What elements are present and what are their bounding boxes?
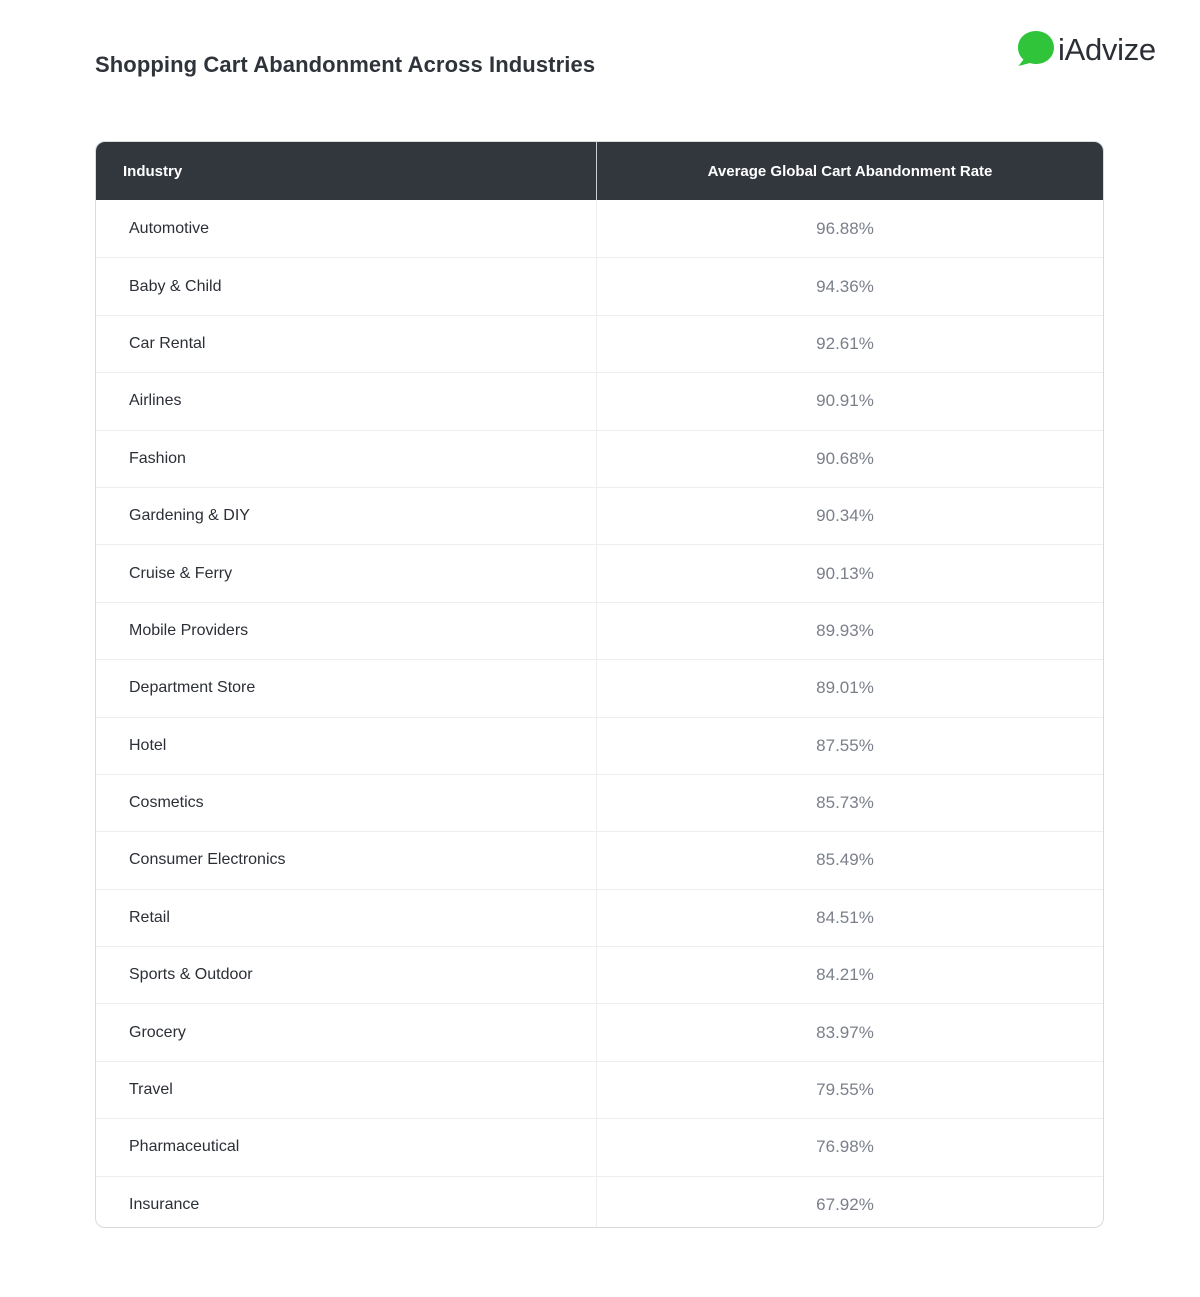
industry-cell: Cosmetics: [96, 775, 597, 831]
industry-cell: Grocery: [96, 1004, 597, 1060]
rate-cell: 90.13%: [816, 563, 874, 583]
rate-cell: 76.98%: [816, 1137, 874, 1157]
rate-cell: 94.36%: [816, 276, 874, 296]
page-title: Shopping Cart Abandonment Across Industries: [95, 52, 596, 77]
industry-cell: Retail: [96, 890, 597, 946]
rate-cell: 89.01%: [816, 678, 874, 698]
table-row: [96, 1176, 1103, 1228]
rate-cell: 67.92%: [816, 1194, 874, 1214]
table-header: [96, 142, 1103, 200]
table-row: [96, 602, 1103, 659]
industry-cell: Cruise & Ferry: [96, 545, 597, 601]
rate-cell: 96.88%: [816, 218, 874, 238]
rate-cell: 90.91%: [816, 391, 874, 411]
rate-cell: 84.21%: [816, 965, 874, 985]
rate-cell: 87.55%: [816, 735, 874, 755]
industry-cell: Travel: [96, 1062, 597, 1118]
industry-cell: Pharmaceutical: [96, 1119, 597, 1175]
rate-cell: 84.51%: [816, 907, 874, 927]
table-row: [96, 1061, 1103, 1118]
table-row: [96, 372, 1103, 429]
rate-cell: 83.97%: [816, 1022, 874, 1042]
industry-cell: Gardening & DIY: [96, 488, 597, 544]
rate-cell: 85.49%: [816, 850, 874, 870]
industry-cell: Insurance: [96, 1177, 597, 1228]
industry-cell: Car Rental: [96, 316, 597, 372]
table-row: [96, 315, 1103, 372]
rate-cell: 85.73%: [816, 793, 874, 813]
table-row: [96, 257, 1103, 314]
table-row: [96, 430, 1103, 487]
rate-cell: 79.55%: [816, 1080, 874, 1100]
rate-cell: 89.93%: [816, 620, 874, 640]
brand-logo[interactable]: [1016, 28, 1156, 72]
logo-text: iAdvize: [1058, 32, 1156, 67]
table-row: [96, 544, 1103, 601]
column-header-rate: Average Global Cart Abandonment Rate: [707, 162, 993, 180]
table-row: [96, 889, 1103, 946]
abandonment-table: [95, 141, 1104, 1228]
table-row: [96, 946, 1103, 1003]
industry-cell: Hotel: [96, 718, 597, 774]
table-row: [96, 717, 1103, 774]
table-row: [96, 831, 1103, 888]
table-row: [96, 1003, 1103, 1060]
industry-cell: Airlines: [96, 373, 597, 429]
table-row: [96, 487, 1103, 544]
rate-cell: 90.68%: [816, 448, 874, 468]
rate-cell: 90.34%: [816, 506, 874, 526]
table-row: [96, 774, 1103, 831]
industry-cell: Sports & Outdoor: [96, 947, 597, 1003]
table-body: [96, 200, 1103, 1228]
table-row: [96, 200, 1103, 257]
table-row: [96, 659, 1103, 716]
speech-bubble-icon: [1016, 28, 1056, 72]
table-row: [96, 1118, 1103, 1175]
industry-cell: Department Store: [96, 660, 597, 716]
industry-cell: Fashion: [96, 431, 597, 487]
industry-cell: Consumer Electronics: [96, 832, 597, 888]
industry-cell: Baby & Child: [96, 258, 597, 314]
industry-cell: Automotive: [96, 200, 597, 257]
industry-cell: Mobile Providers: [96, 603, 597, 659]
column-header-industry: Industry: [96, 142, 597, 200]
rate-cell: 92.61%: [816, 333, 874, 353]
